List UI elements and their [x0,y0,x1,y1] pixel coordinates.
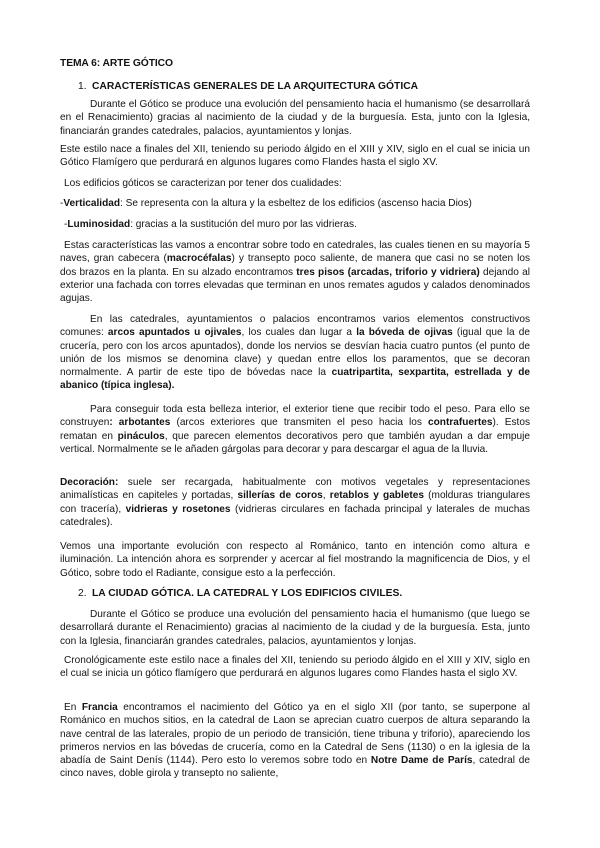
term-verticalidad: Verticalidad [63,198,121,209]
text: , los cuales dan lugar a [241,327,357,339]
section-title: LA CIUDAD GÓTICA. LA CATEDRAL Y LOS EDIFICIOS CIVILES. [92,588,403,599]
paragraph-6 [60,403,530,456]
text: (molduras triangulares con tracería), [60,490,530,515]
dash: - [60,198,64,209]
text: En [64,702,82,713]
paragraph-11 [60,701,530,781]
text: , catedral de cinco naves, doble girola y transepto no saliente, [60,755,530,780]
text: , que parecen elementos decorativos pero que también ayudan a dar empuje vertical. Normalmente se le añaden gárgolas para decorar y para descargar el agua de la lluvia. [60,430,530,455]
bold-retablos: retablos y gabletes [329,490,424,502]
text: suele ser recargada, habitualmente con motivos vegetales y representaciones animalísticas en capiteles y portadas, [60,477,530,502]
paragraph-8: Vemos una importante evolución con respecto al Románico, tanto en intención como altura e iluminación. La intención ahora es sorprender y acercar al fiel mostrando la magnificencia de Dios, y el Gótico, sobre todo el Radiante, consigue esto a la perfección. [60,541,530,579]
dash: - [64,219,68,230]
text: ) y transepto poco saliente, de manera que casi no se noten los dos brazos en la planta. En su alzado encontramos [60,253,530,278]
text: En las catedrales, ayuntamientos o palacios encontramos varios elementos constructivos comunes: [60,314,530,339]
paragraph-luminosidad [64,218,534,231]
text: Estas características las vamos a encontrar sobre todo en catedrales, las cuales tienen en su mayoría 5 naves, gran cabecera ( [60,240,530,265]
text: encontramos el nacimiento del Gótico ya en el siglo XII (por tanto, se superpone al Románico en muchos sitios, en la catedral de Laon se aprecian cuatro cuerpos de altura separando la nave central de las laterales, propio de un periodo de transición, tiene tribuna y triforio), apareciendo los primeros nervios en las bóvedas de crucería, como en la Catedral de Sens (1130) o en la iglesia de la abadía de Saint Denís (1144). Pero esto lo veremos sobre todo en [60,702,530,767]
text: (vidrieras circulares en fachada principal y laterales de muchas catedrales). [60,503,530,528]
term-luminosidad: Luminosidad [67,219,131,230]
bold-arcos: arcos apuntados u ojivales [107,327,242,339]
paragraph-4 [60,239,530,305]
document-title: TEMA 6: ARTE GÓTICO [60,58,173,69]
bold-boveda: la bóveda de ojivas [356,327,453,339]
definition: : Se representa con la altura y la esbeltez de los edificios (ascenso hacia Dios) [120,198,472,209]
paragraph-10: Cronológicamente este estilo nace a finales del XII, teniendo su periodo álgido en el XIII y XIV, siglo en el cual se inicia un gótico flamígero que perdurará en algunos lugares como Flandes hasta el siglo XV. [60,655,530,680]
text: ). Estos rematan en [60,417,530,442]
bold-notre-dame: Notre Dame de París [370,755,473,767]
bold-francia: Francia [81,702,118,713]
paragraph-1: Durante el Gótico se produce una evolución del pensamiento hacia el humanismo (se desarrollará en el Renacimiento) gracias al nacimiento de la ciudad y de la burguesía. Esta, junto con la Iglesia, financiarán grandes catedrales, palacios, ayuntamientos y lonjas. [60,99,530,137]
bold-sillerias: sillerías de coros [237,490,323,502]
bold-tres-pisos: tres pisos (arcadas, triforio y vidriera) [296,266,480,278]
paragraph-7 [60,476,530,529]
section-title: CARACTERÍSTICAS GENERALES DE LA ARQUITECTURA GÓTICA [92,81,419,92]
definition: : gracias a la sustitución del muro por las vidrieras. [130,219,357,230]
bold-boveda-tipos: cuatripartita, sexpartita, estrellada y de abanico (típica inglesa). [60,367,530,392]
text: (arcos exteriores que transmiten el peso hacia los [170,417,429,429]
bold-macrocefalas: macrocéfalas [166,253,232,265]
paragraph-3: Los edificios góticos se caracterizan por tener dos cualidades: [64,178,342,189]
bold-arbotantes: : arbotantes [109,417,171,429]
bold-pinaculos: pináculos [117,430,165,442]
text: dejando al exterior una fachada con torres elevadas que terminan en unos remates agudos y calados denominados agujas. [60,266,530,305]
section-number: 2. [78,588,87,599]
paragraph-5 [60,313,530,393]
bold-decoracion: Decoración: [60,477,119,488]
bold-vidrieras: vidrieras y rosetones [125,503,231,515]
paragraph-9: Durante el Gótico se produce una evolución del pensamiento hacia el humanismo (que luego se desarrollará durante el Renacimiento) gracias al nacimiento de la ciudad y de la burguesía. Esta, junto con la Iglesia, financiarán grandes catedrales, palacios, ayuntamientos y lonjas. [60,609,530,647]
section-heading-1 [78,80,418,93]
paragraph-verticalidad [60,197,530,210]
section-heading-2 [78,587,402,600]
bold-contrafuertes: contrafuertes [428,417,493,429]
text: , [322,490,330,502]
section-number: 1. [78,81,87,92]
text: (igual que la de crucería, pero con los arcos apuntados), donde los nervios se desvían hacia cuatro puntos (el punto de unión de los mismos se denomina clave) y quedan entre ellos los paramentos, que se decoran normalmente. A partir de este tipo de bóvedas nace la [60,327,530,379]
text: Para conseguir toda esta belleza interior, el exterior tiene que recibir todo el peso. Para ello se construyen [60,404,530,429]
paragraph-2: Este estilo nace a finales del XII, teniendo su periodo álgido en el XIII y XIV, siglo en el cual se inicia un Gótico Flamígero que perdurará en algunos lugares como Flandes hasta el siglo XV. [60,144,530,169]
